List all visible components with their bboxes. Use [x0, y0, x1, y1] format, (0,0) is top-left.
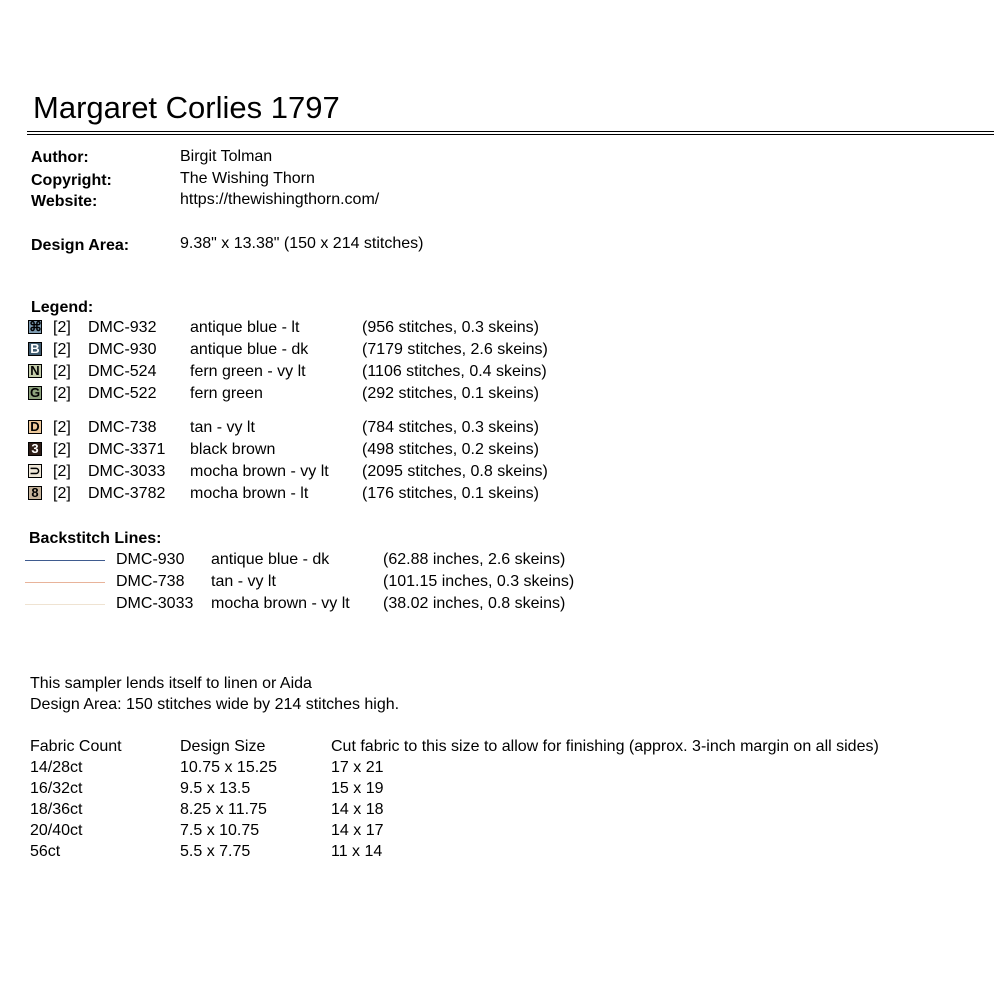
floss-code: DMC-3033 [116, 595, 194, 612]
floss-code: DMC-738 [88, 419, 157, 436]
backstitch-line-sample [25, 560, 105, 561]
floss-code: DMC-930 [116, 551, 185, 568]
strand-count: [2] [53, 319, 71, 336]
author-label: Author: [31, 149, 89, 166]
floss-code: DMC-932 [88, 319, 157, 336]
backstitch-heading: Backstitch Lines: [29, 530, 162, 547]
stitch-count: (2095 stitches, 0.8 skeins) [362, 463, 548, 480]
author-value: Birgit Tolman [180, 148, 273, 165]
strand-count: [2] [53, 463, 71, 480]
design-area-value: 9.38" x 13.38" (150 x 214 stitches) [180, 235, 424, 252]
stitch-count: (784 stitches, 0.3 skeins) [362, 419, 539, 436]
strand-count: [2] [53, 363, 71, 380]
color-swatch: ⊃ [29, 463, 41, 478]
stitch-count: (7179 stitches, 2.6 skeins) [362, 341, 548, 358]
floss-code: DMC-522 [88, 385, 157, 402]
color-swatch: N [28, 364, 42, 378]
copyright-value: The Wishing Thorn [180, 170, 315, 187]
title-rule-double [27, 134, 994, 135]
color-swatch: ⌘ [29, 319, 42, 334]
table-cell: 10.75 x 15.25 [180, 759, 277, 776]
floss-name: antique blue - dk [190, 341, 309, 358]
backstitch-line-sample [25, 582, 105, 583]
title-rule [27, 131, 994, 132]
floss-code: DMC-3782 [88, 485, 166, 502]
color-swatch: G [29, 385, 41, 400]
floss-code: DMC-524 [88, 363, 157, 380]
table-cell: 16/32ct [30, 780, 83, 797]
stitch-count: (176 stitches, 0.1 skeins) [362, 485, 539, 502]
table-cell: 20/40ct [30, 822, 83, 839]
table-cell: 17 x 21 [331, 759, 384, 776]
color-swatch: D [28, 420, 42, 434]
design-area-label: Design Area: [31, 237, 130, 254]
floss-code: DMC-3371 [88, 441, 166, 458]
floss-name: tan - vy lt [190, 419, 255, 436]
floss-name: tan - vy lt [211, 573, 276, 590]
notes-line-2: Design Area: 150 stitches wide by 214 stitches high. [30, 696, 400, 713]
legend-heading: Legend: [31, 299, 94, 316]
stitch-count: (498 stitches, 0.2 skeins) [362, 441, 539, 458]
floss-code: DMC-930 [88, 341, 157, 358]
thread-length: (62.88 inches, 2.6 skeins) [383, 551, 566, 568]
strand-count: [2] [53, 485, 71, 502]
table-cell: 7.5 x 10.75 [180, 822, 260, 839]
floss-name: antique blue - dk [211, 551, 330, 568]
table-cell: 18/36ct [30, 801, 83, 818]
strand-count: [2] [53, 419, 71, 436]
thread-length: (38.02 inches, 0.8 skeins) [383, 595, 566, 612]
stitch-count: (292 stitches, 0.1 skeins) [362, 385, 539, 402]
backstitch-line-sample [25, 604, 105, 605]
floss-code: DMC-738 [116, 573, 185, 590]
website-link[interactable]: https://thewishingthorn.com/ [180, 191, 380, 208]
floss-code: DMC-3033 [88, 463, 166, 480]
floss-name: fern green [190, 385, 263, 402]
color-swatch: 8 [28, 486, 42, 500]
floss-name: fern green - vy lt [190, 363, 306, 380]
column-header: Design Size [180, 738, 266, 755]
stitch-count: (956 stitches, 0.3 skeins) [362, 319, 539, 336]
table-cell: 56ct [30, 843, 61, 860]
website-label: Website: [31, 193, 98, 210]
floss-name: black brown [190, 441, 276, 458]
strand-count: [2] [53, 385, 71, 402]
floss-name: mocha brown - vy lt [211, 595, 350, 612]
strand-count: [2] [53, 441, 71, 458]
copyright-label: Copyright: [31, 172, 112, 189]
table-cell: 5.5 x 7.75 [180, 843, 251, 860]
table-cell: 8.25 x 11.75 [180, 801, 267, 818]
notes-line-1: This sampler lends itself to linen or Aida [30, 675, 312, 692]
table-cell: 15 x 19 [331, 780, 384, 797]
floss-name: mocha brown - lt [190, 485, 309, 502]
table-cell: 14 x 18 [331, 801, 384, 818]
table-cell: 14/28ct [30, 759, 83, 776]
table-cell: 11 x 14 [331, 843, 383, 860]
page-title: Margaret Corlies 1797 [33, 90, 340, 125]
floss-name: mocha brown - vy lt [190, 463, 329, 480]
column-header: Fabric Count [30, 738, 122, 755]
thread-length: (101.15 inches, 0.3 skeins) [383, 573, 575, 590]
table-cell: 9.5 x 13.5 [180, 780, 251, 797]
column-header: Cut fabric to this size to allow for finishing (approx. 3-inch margin on all sides) [331, 738, 879, 755]
floss-name: antique blue - lt [190, 319, 300, 336]
stitch-count: (1106 stitches, 0.4 skeins) [362, 363, 547, 380]
color-swatch: B [28, 342, 42, 356]
table-cell: 14 x 17 [331, 822, 384, 839]
color-swatch: 3 [28, 442, 42, 456]
strand-count: [2] [53, 341, 71, 358]
